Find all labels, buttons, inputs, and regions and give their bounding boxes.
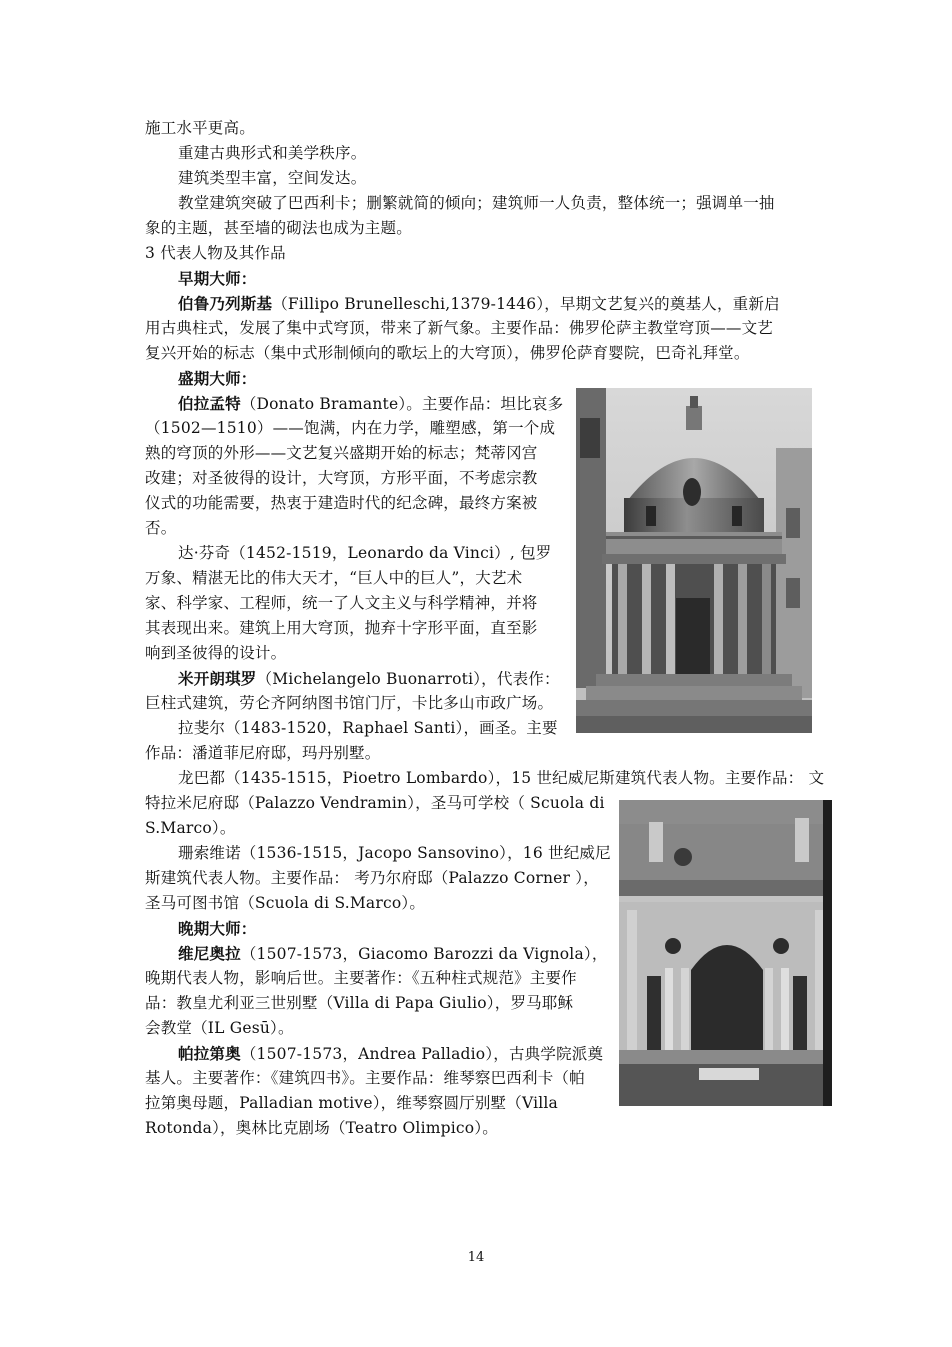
text-line: 仪式的功能需要，热衷于建造时代的纪念碑，最终方案被: [145, 494, 538, 512]
text-line: 重建古典形式和美学秩序。: [178, 144, 367, 162]
text-line: 家、科学家、工程师，统一了人文主义与科学精神，并将: [145, 594, 538, 612]
text-line: 复兴开始的标志（集中式形制倾向的歌坛上的大穹顶），佛罗伦萨育婴院，巴奇礼拜堂。: [145, 344, 750, 362]
text-span: （1507-1573，Andrea Palladio），古典学院派奠: [240, 1045, 604, 1063]
text-span: （Michelangelo Buonarroti），代表作：: [256, 670, 560, 688]
palladian-facade-photo: [619, 800, 832, 1106]
name-bramante: 伯拉孟特: [178, 394, 241, 413]
text-line: 否。: [145, 519, 177, 537]
period-heading-early: 早期大师：: [178, 269, 257, 288]
text-line: [178, 291, 780, 317]
text-line: [178, 666, 560, 692]
text-line: 拉斐尔（1483-1520，Raphael Santi），画圣。主要: [178, 719, 558, 737]
text-line: 施工水平更高。: [145, 119, 255, 137]
name-brunelleschi: 伯鲁乃列斯基: [178, 294, 273, 313]
text-line: 用古典柱式，发展了集中式穹顶，带来了新气象。主要作品：佛罗伦萨主教堂穹顶——文艺: [145, 319, 774, 337]
name-michelangelo: 米开朗琪罗: [178, 669, 257, 688]
page-number: 14: [467, 1250, 485, 1265]
text-span: （Fillipo Brunelleschi,1379-1446），早期文艺复兴的奠基人，重新启: [272, 295, 780, 313]
period-heading-late: 晚期大师：: [178, 919, 257, 938]
text-line: 斯建筑代表人物。主要作品： 考乃尔府邸（Palazzo Corner ），: [145, 869, 599, 887]
text-line: S.Marco）。: [145, 819, 236, 837]
text-line: 拉第奥母题，Palladian motive），维琴察圆厅别墅（Villa: [145, 1094, 558, 1112]
text-line: [178, 1041, 603, 1067]
text-line: [178, 941, 608, 967]
text-line: 响到圣彼得的设计。: [145, 644, 287, 662]
text-line: 珊索维诺（1536-1515，Jacopo Sansovino），16 世纪威尼: [178, 844, 611, 862]
text-line: 教堂建筑突破了巴西利卡；删繁就简的倾向；建筑师一人负责，整体统一；强调单一抽: [178, 194, 775, 212]
period-heading-high: 盛期大师：: [178, 369, 257, 388]
text-line: 其表现出来。建筑上用大穹顶，抛弃十字形平面，直至影: [145, 619, 538, 637]
text-line: 特拉米尼府邸（Palazzo Vendramin），圣马可学校（ Scuola di: [145, 794, 605, 812]
name-palladio: 帕拉第奥: [178, 1044, 241, 1063]
text-line: 建筑类型丰富，空间发达。: [178, 169, 367, 187]
text-line: 龙巴都（1435-1515，Pioetro Lombardo），15 世纪威尼斯建筑代表人物。主要作品： 文: [178, 769, 825, 787]
text-line: 巨柱式建筑，劳仑齐阿纳图书馆门厅，卡比多山市政广场。: [145, 694, 554, 712]
text-line: 作品：潘道菲尼府邸，玛丹别墅。: [145, 744, 381, 762]
text-span: （Donato Bramante）。主要作品：坦比哀多: [240, 395, 564, 413]
text-line: 万象、精湛无比的伟大天才，“巨人中的巨人”，大艺术: [145, 569, 523, 587]
text-line: （1502—1510）——饱满，内在力学，雕塑感，第一个成: [145, 419, 556, 437]
text-line: Rotonda），奥林比克剧场（Teatro Olimpico）。: [145, 1119, 498, 1137]
text-line: 会教堂（IL Gesū）。: [145, 1019, 294, 1037]
text-line: 象的主题，甚至墙的砌法也成为主题。: [145, 219, 412, 237]
text-line: 品：教皇尤利亚三世别墅（Villa di Papa Giulio），罗马耶稣: [145, 994, 574, 1012]
text-line: 达·芬奇（1452-1519，Leonardo da Vinci）, 包罗: [178, 544, 552, 562]
text-span: （1507-1573，Giacomo Barozzi da Vignola），: [240, 945, 608, 963]
text-line: 基人。主要著作：《建筑四书》。主要作品：维琴察巴西利卡（帕: [145, 1069, 585, 1087]
text-line: 晚期代表人物，影响后世。主要著作：《五种柱式规范》主要作: [145, 969, 577, 987]
tempietto-photo: [576, 388, 812, 733]
text-line: [178, 391, 563, 417]
text-line: 熟的穹顶的外形——文艺复兴盛期开始的标志；梵蒂冈宫: [145, 444, 538, 462]
text-line: 改建；对圣彼得的设计，大穹顶，方形平面，不考虑宗教: [145, 469, 538, 487]
name-vignola: 维尼奥拉: [178, 944, 241, 963]
section-heading: 3 代表人物及其作品: [145, 244, 286, 262]
text-line: 圣马可图书馆（Scuola di S.Marco）。: [145, 894, 426, 912]
